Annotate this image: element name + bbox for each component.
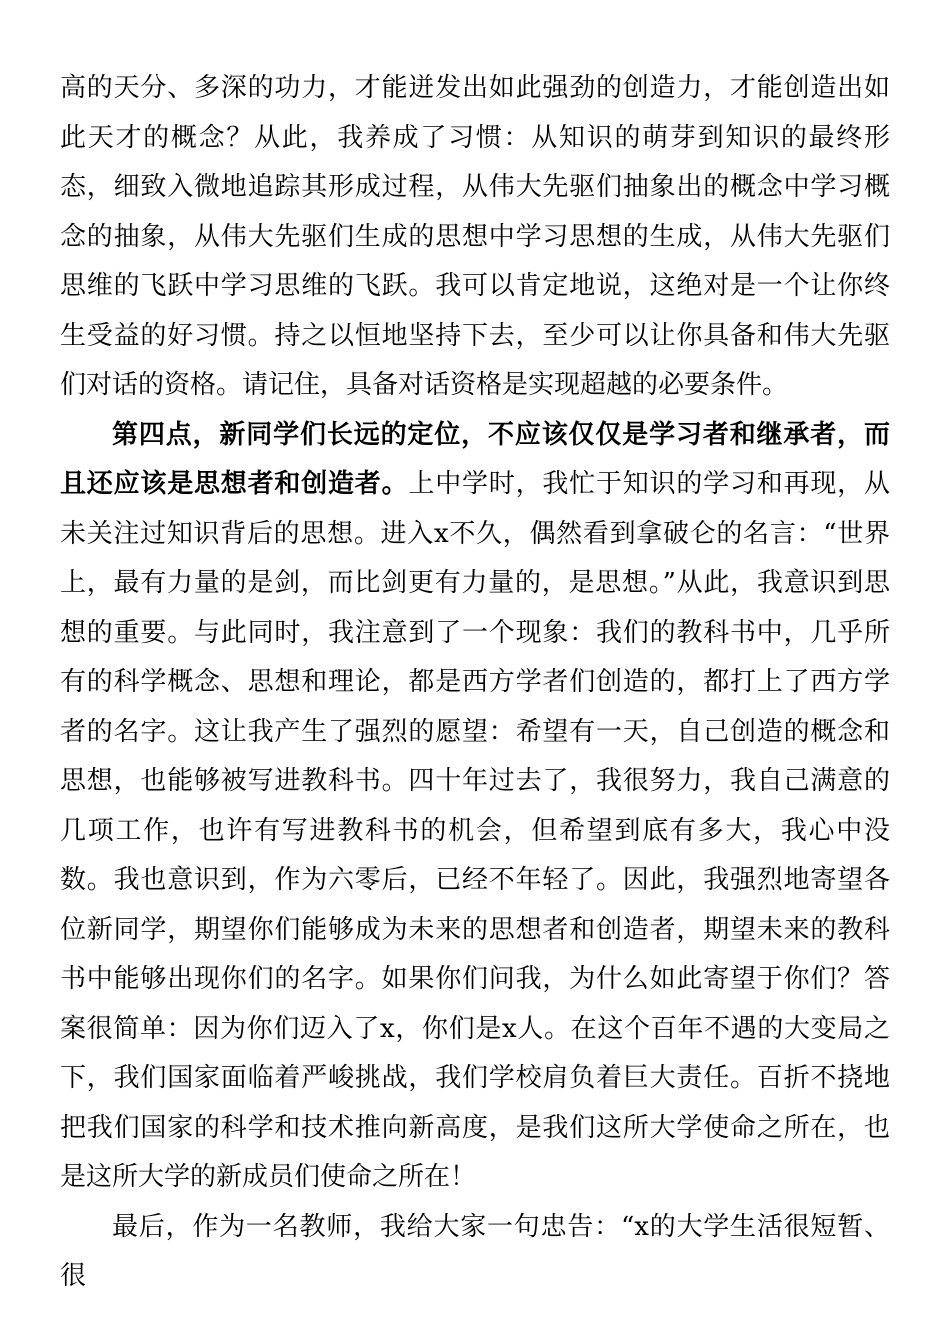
paragraph-body: 上中学时，我忙于知识的学习和再现，从未关注过知识背后的思想。进入x不久，偶然看到拿破仑的名言：“世界上，最有力量的是剑，而比剑更有力量的，是思想。”从此，我意识到思想的重要。与此同时，我注意到了一个现象：我们的教科书中，几乎所有的科学概念、思想和理论，都是西方学者们创造的，都打上了西方学者的名字。这让我产生了强烈的愿望：希望有一天，自己创造的概念和思想，也能够被写进教科书。四十年过去了，我很努力，我自己满意的几项工作，也许有写进教科书的机会，但希望到底有多大，我心中没数。我也意识到，作为六零后，已经不年轻了。因此，我强烈地寄望各位新同学，期望你们能够成为未来的思想者和创造者，期望未来的教科书中能够出现你们的名字。如果你们问我，为什么如此寄望于你们？答案很简单：因为你们迈入了x，你们是x人。在这个百年不遇的大变局之下，我们国家面临着严峻挑战，我们学校肩负着巨大责任。百折不挠地把我们国家的科学和技术推向新高度，是我们这所大学使命之所在，也是这所大学的新成员们使命之所在！ (60, 469, 890, 1192)
paragraph-final-advice: 最后，作为一名教师，我给大家一句忠告：“x的大学生活很短暂、很 (60, 1211, 890, 1291)
document-page (60, 64, 890, 1302)
paragraph-continuation: 高的天分、多深的功力，才能迸发出如此强劲的创造力，才能创造出如此天才的概念？从此，我养成了习惯：从知识的萌芽到知识的最终形态，细致入微地追踪其形成过程，从伟大先驱们抽象出的概念中学习概念的抽象，从伟大先驱们生成的思想中学习思想的生成，从伟大先驱们思维的飞跃中学习思维的飞跃。我可以肯定地说，这绝对是一个让你终生受益的好习惯。持之以恒地坚持下去，至少可以让你具备和伟大先驱们对话的资格。请记住，具备对话资格是实现超越的必要条件。 (60, 73, 890, 400)
paragraph-lead-sentence: 第四点，新同学们长远的定位，不应该仅仅是学习者和继承者，而且还应该是思想者和创造者。 (60, 419, 890, 499)
paragraph-fourth-point (60, 411, 890, 1203)
